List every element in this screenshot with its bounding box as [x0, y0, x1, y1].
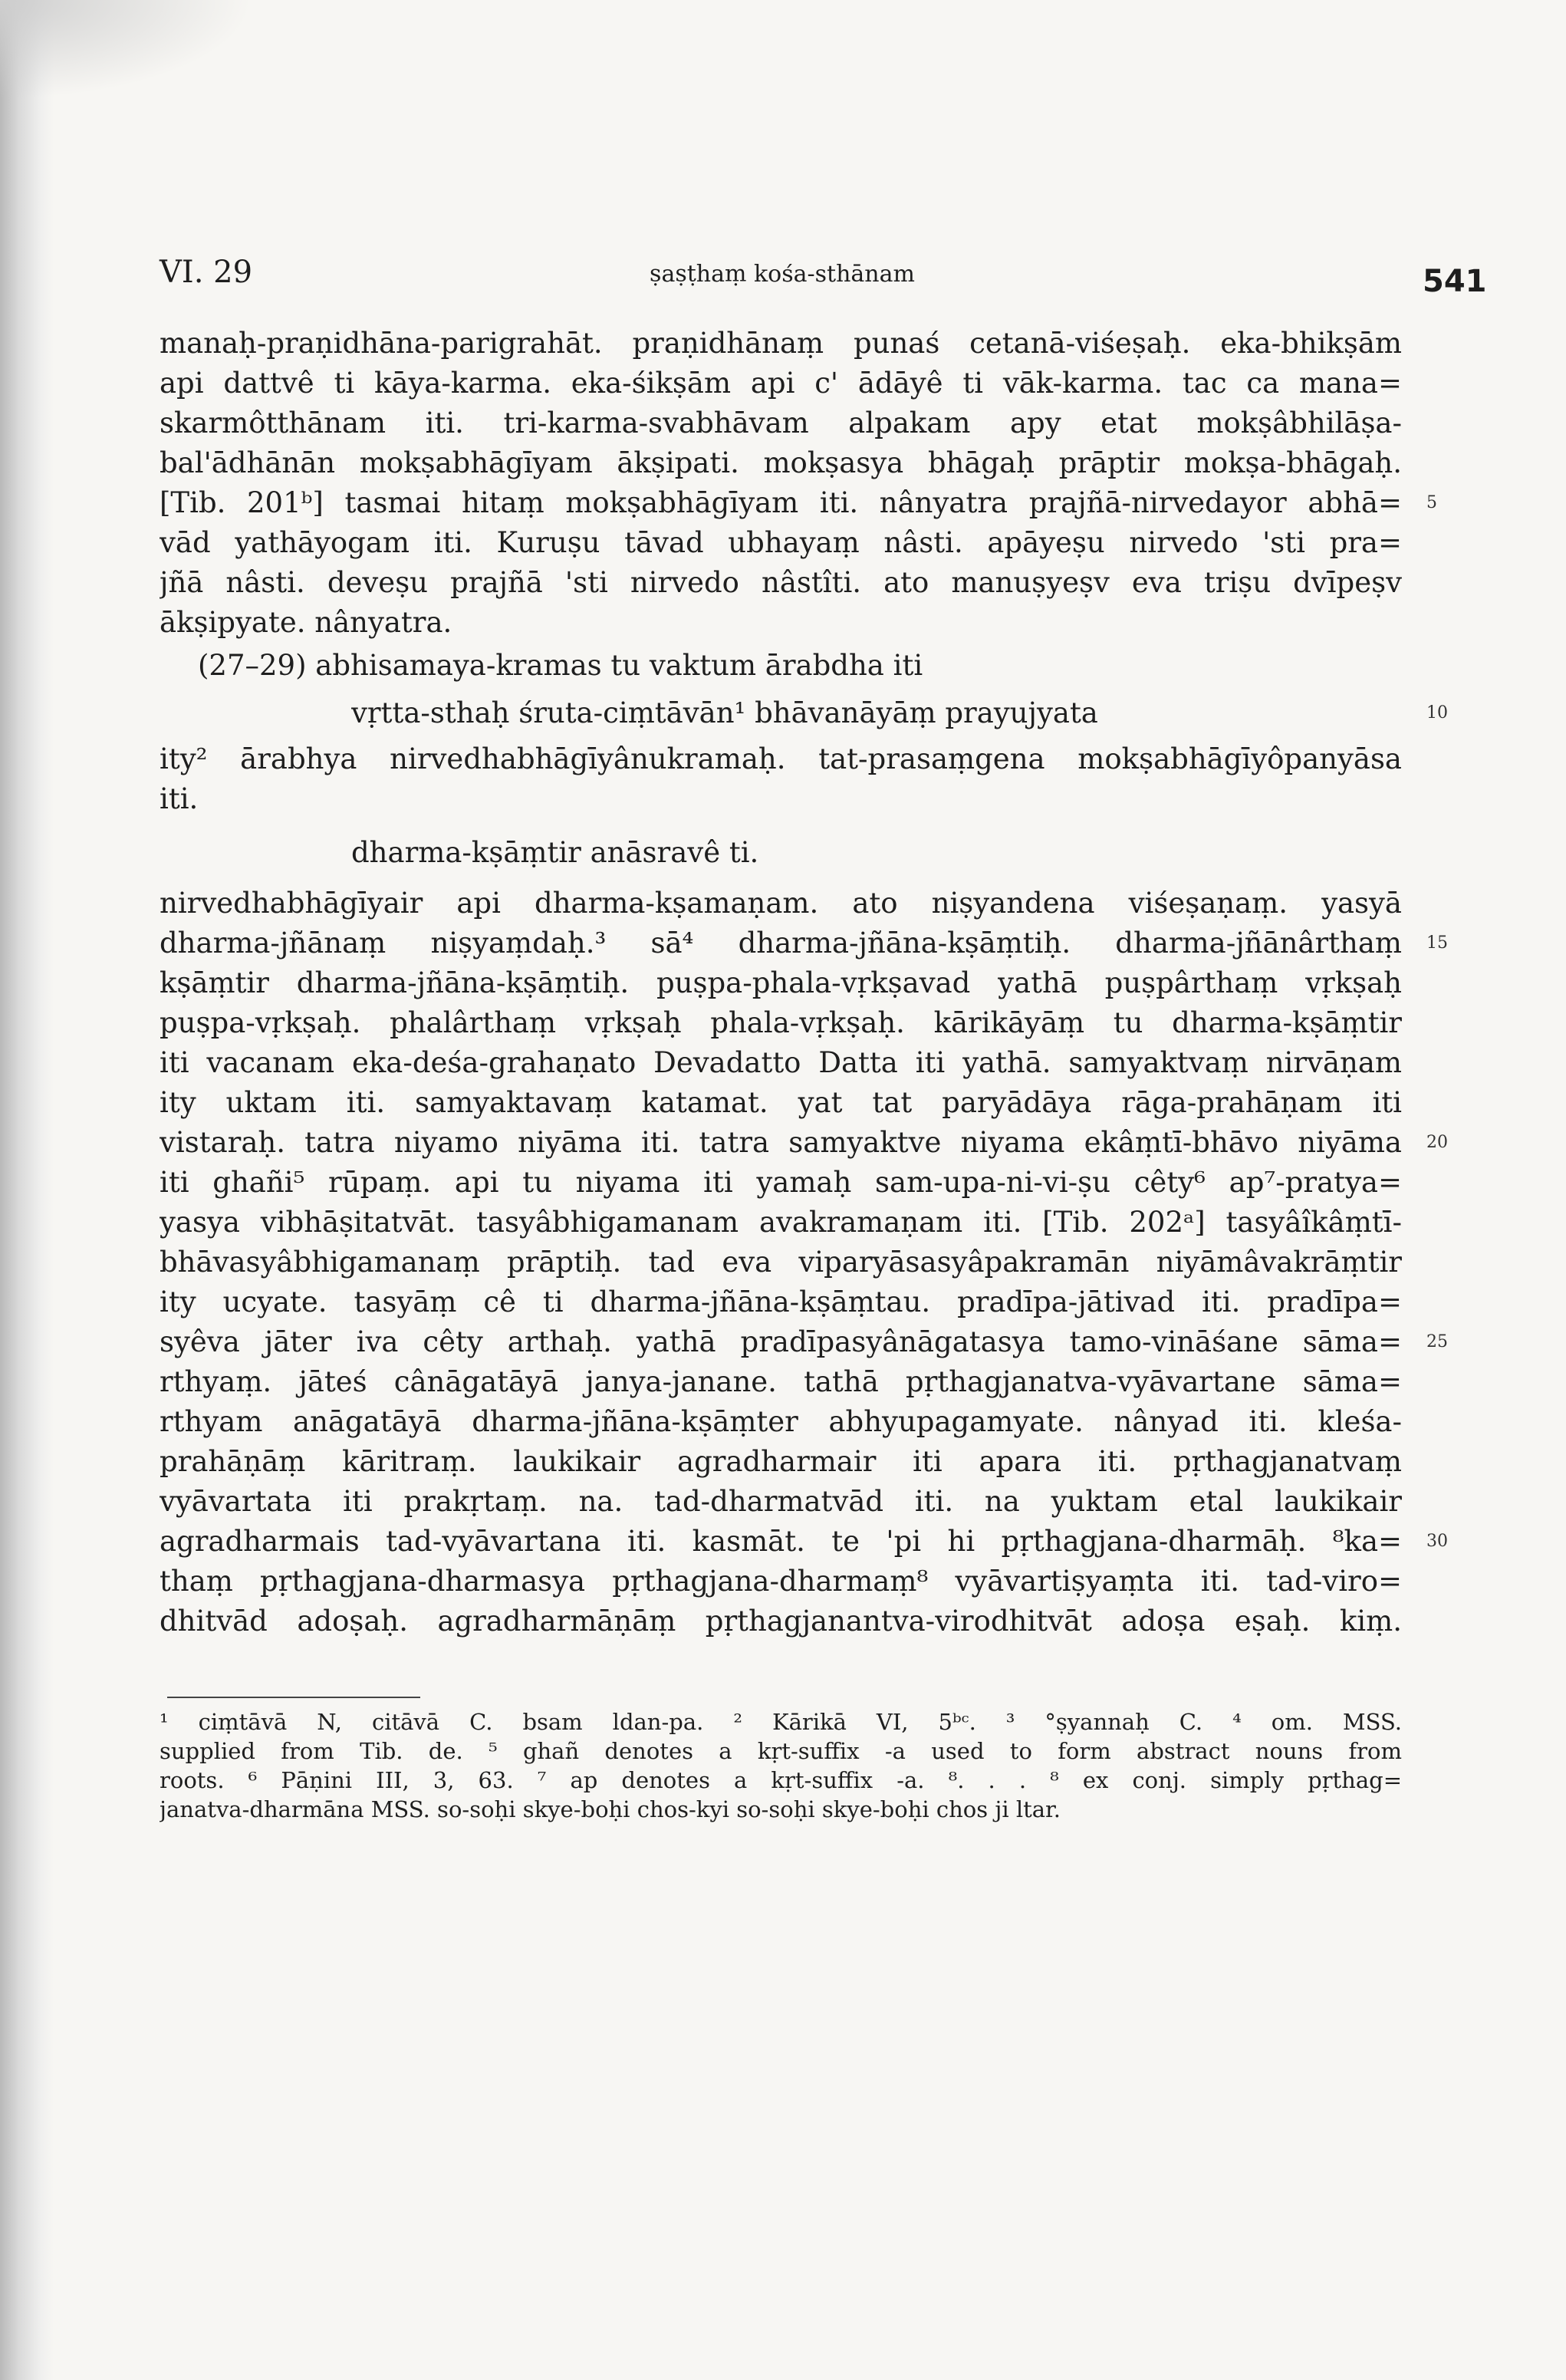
text-line: ity ucyate. tasyāṃ cê ti dharma-jñāna-kṣāṃtau. pradīpa-jātivad iti. pradīpa= [160, 1285, 1402, 1318]
text-line: dharma-jñānaṃ niṣyaṃdaḥ.³ sā⁴ dharma-jñāna-kṣāṃtiḥ. dharma-jñānârthaṃ [160, 927, 1402, 960]
text-line: api dattvê ti kāya-karma. eka-śikṣām api c' ādāyê ti vāk-karma. tac ca mana= [160, 367, 1402, 400]
text-line: rthyaṃ. jāteś cânāgatāyā janya-janane. tathā pṛthagjanatva-vyāvartane sāma= [160, 1365, 1402, 1398]
text-line: yasya vibhāṣitatvāt. tasyâbhigamanam avakramaṇam iti. [Tib. 202ᵃ] tasyâîkâṃtī- [160, 1206, 1402, 1239]
footnote-line: ¹ ciṃtāvā N, citāvā C. bsam ldan-pa. ² Kārikā VI, 5ᵇᶜ. ³ °ṣyannaḥ C. ⁴ om. MSS. [160, 1709, 1402, 1735]
footnote-line: janatva-dharmāna MSS. so-soḥi skye-boḥi chos-kyi so-soḥi skye-boḥi chos ji ltar. [160, 1796, 1061, 1822]
scan-corner-shadow [0, 0, 253, 100]
line-number: 10 [1426, 703, 1448, 723]
text-line: prahāṇāṃ kāritraṃ. laukikair agradharmair iti apara iti. pṛthagjanatvaṃ [160, 1445, 1402, 1478]
verse-line: dharma-kṣāṃtir anāsravê ti. [351, 836, 759, 869]
line-number: 5 [1426, 493, 1437, 512]
text-line: [Tib. 201ᵇ] tasmai hitaṃ mokṣabhāgīyam iti. nânyatra prajñā-nirvedayor abhā= [160, 486, 1402, 519]
line-number: 25 [1426, 1332, 1448, 1351]
text-line: manaḥ-praṇidhāna-parigrahāt. praṇidhānaṃ punaś cetanā-viśeṣaḥ. eka-bhikṣām [160, 327, 1402, 360]
footnote-rule [167, 1697, 420, 1698]
scan-edge-shadow [0, 0, 54, 2380]
footnote-line: supplied from Tib. de. ⁵ ghañ denotes a kṛt-suffix -a used to form abstract nouns from [160, 1738, 1402, 1764]
text-line: vād yathāyogam iti. Kuruṣu tāvad ubhayaṃ nâsti. apāyeṣu nirvedo 'sti pra= [160, 526, 1402, 559]
page-number: 541 [1423, 264, 1487, 299]
line-number: 15 [1426, 933, 1448, 953]
text-line: vistaraḥ. tatra niyamo niyāma iti. tatra samyaktve niyama ekâṃtī-bhāvo niyāma [160, 1126, 1402, 1159]
text-line: ākṣipyate. nânyatra. [160, 606, 452, 639]
text-line: agradharmais tad-vyāvartana iti. kasmāt. te 'pi hi pṛthagjana-dharmāḥ. ⁸ka= [160, 1525, 1402, 1558]
text-line: thaṃ pṛthagjana-dharmasya pṛthagjana-dharmaṃ⁸ vyāvartiṣyaṃta iti. tad-viro= [160, 1565, 1402, 1598]
text-line: syêva jāter iva cêty arthaḥ. yathā pradīpasyânāgatasya tamo-vināśane sāma= [160, 1325, 1402, 1358]
text-line: ity uktam iti. samyaktavaṃ katamat. yat tat paryādāya rāga-prahāṇam iti [160, 1086, 1402, 1119]
text-line: nirvedhabhāgīyair api dharma-kṣamaṇam. ato niṣyandena viśeṣaṇaṃ. yasyā [160, 887, 1402, 920]
text-line [160, 1641, 1402, 1681]
text-line: jñā nâsti. deveṣu prajñā 'sti nirvedo nâstîti. ato manuṣyeṣv eva triṣu dvīpeṣv [160, 566, 1402, 599]
text-line: skarmôtthānam iti. tri-karma-svabhāvam alpakam apy etat mokṣâbhilāṣa- [160, 407, 1402, 439]
text-line: bal'ādhānān mokṣabhāgīyam ākṣipati. mokṣasya bhāgaḥ prāptir mokṣa-bhāgaḥ. [160, 446, 1402, 479]
line-number: 20 [1426, 1133, 1448, 1152]
line-number: 30 [1426, 1532, 1448, 1551]
text-line: rthyam anāgatāyā dharma-jñāna-kṣāṃter abhyupagamyate. nânyad iti. kleśa- [160, 1405, 1402, 1438]
section-reference: VI. 29 [160, 255, 253, 290]
text-line: iti vacanam eka-deśa-grahaṇato Devadatto Datta iti yathā. samyaktvaṃ nirvāṇam [160, 1046, 1402, 1079]
text-line: iti. [160, 782, 199, 815]
text-line: kṣāṃtir dharma-jñāna-kṣāṃtiḥ. puṣpa-phala-vṛkṣavad yathā puṣpârthaṃ vṛkṣaḥ [160, 966, 1402, 999]
text-line: puṣpa-vṛkṣaḥ. phalârthaṃ vṛkṣaḥ phala-vṛkṣaḥ. kārikāyāṃ tu dharma-kṣāṃtir [160, 1006, 1402, 1039]
text-line: dhitvād adoṣaḥ. agradharmāṇāṃ pṛthagjanantva-virodhitvāt adoṣa eṣaḥ. kiṃ. [160, 1605, 1402, 1638]
running-title: ṣaṣṭhaṃ kośa-sthānam [650, 261, 915, 288]
verse-line: vṛtta-sthaḥ śruta-ciṃtāvān¹ bhāvanāyāṃ prayujyata [351, 696, 1098, 729]
text-line: vyāvartata iti prakṛtaṃ. na. tad-dharmatvād iti. na yuktam etal laukikair [160, 1485, 1402, 1518]
text-line: ity² ārabhya nirvedhabhāgīyânukramaḥ. tat-prasaṃgena mokṣabhāgīyôpanyāsa [160, 742, 1402, 775]
running-header [0, 245, 1566, 307]
footnote-line: roots. ⁶ Pāṇini III, 3, 63. ⁷ ap denotes a kṛt-suffix -a. ⁸. . . ⁸ ex conj. simply pṛthag= [160, 1767, 1402, 1793]
text-line: bhāvasyâbhigamanaṃ prāptiḥ. tad eva viparyāsasyâpakramān niyāmâvakrāṃtir [160, 1246, 1402, 1279]
verse-intro-line: (27–29) abhisamaya-kramas tu vaktum ārabdha iti [198, 649, 923, 682]
text-line: iti ghañi⁵ rūpaṃ. api tu niyama iti yamaḥ sam-upa-ni-vi-ṣu cêty⁶ ap⁷-pratya= [160, 1166, 1402, 1199]
